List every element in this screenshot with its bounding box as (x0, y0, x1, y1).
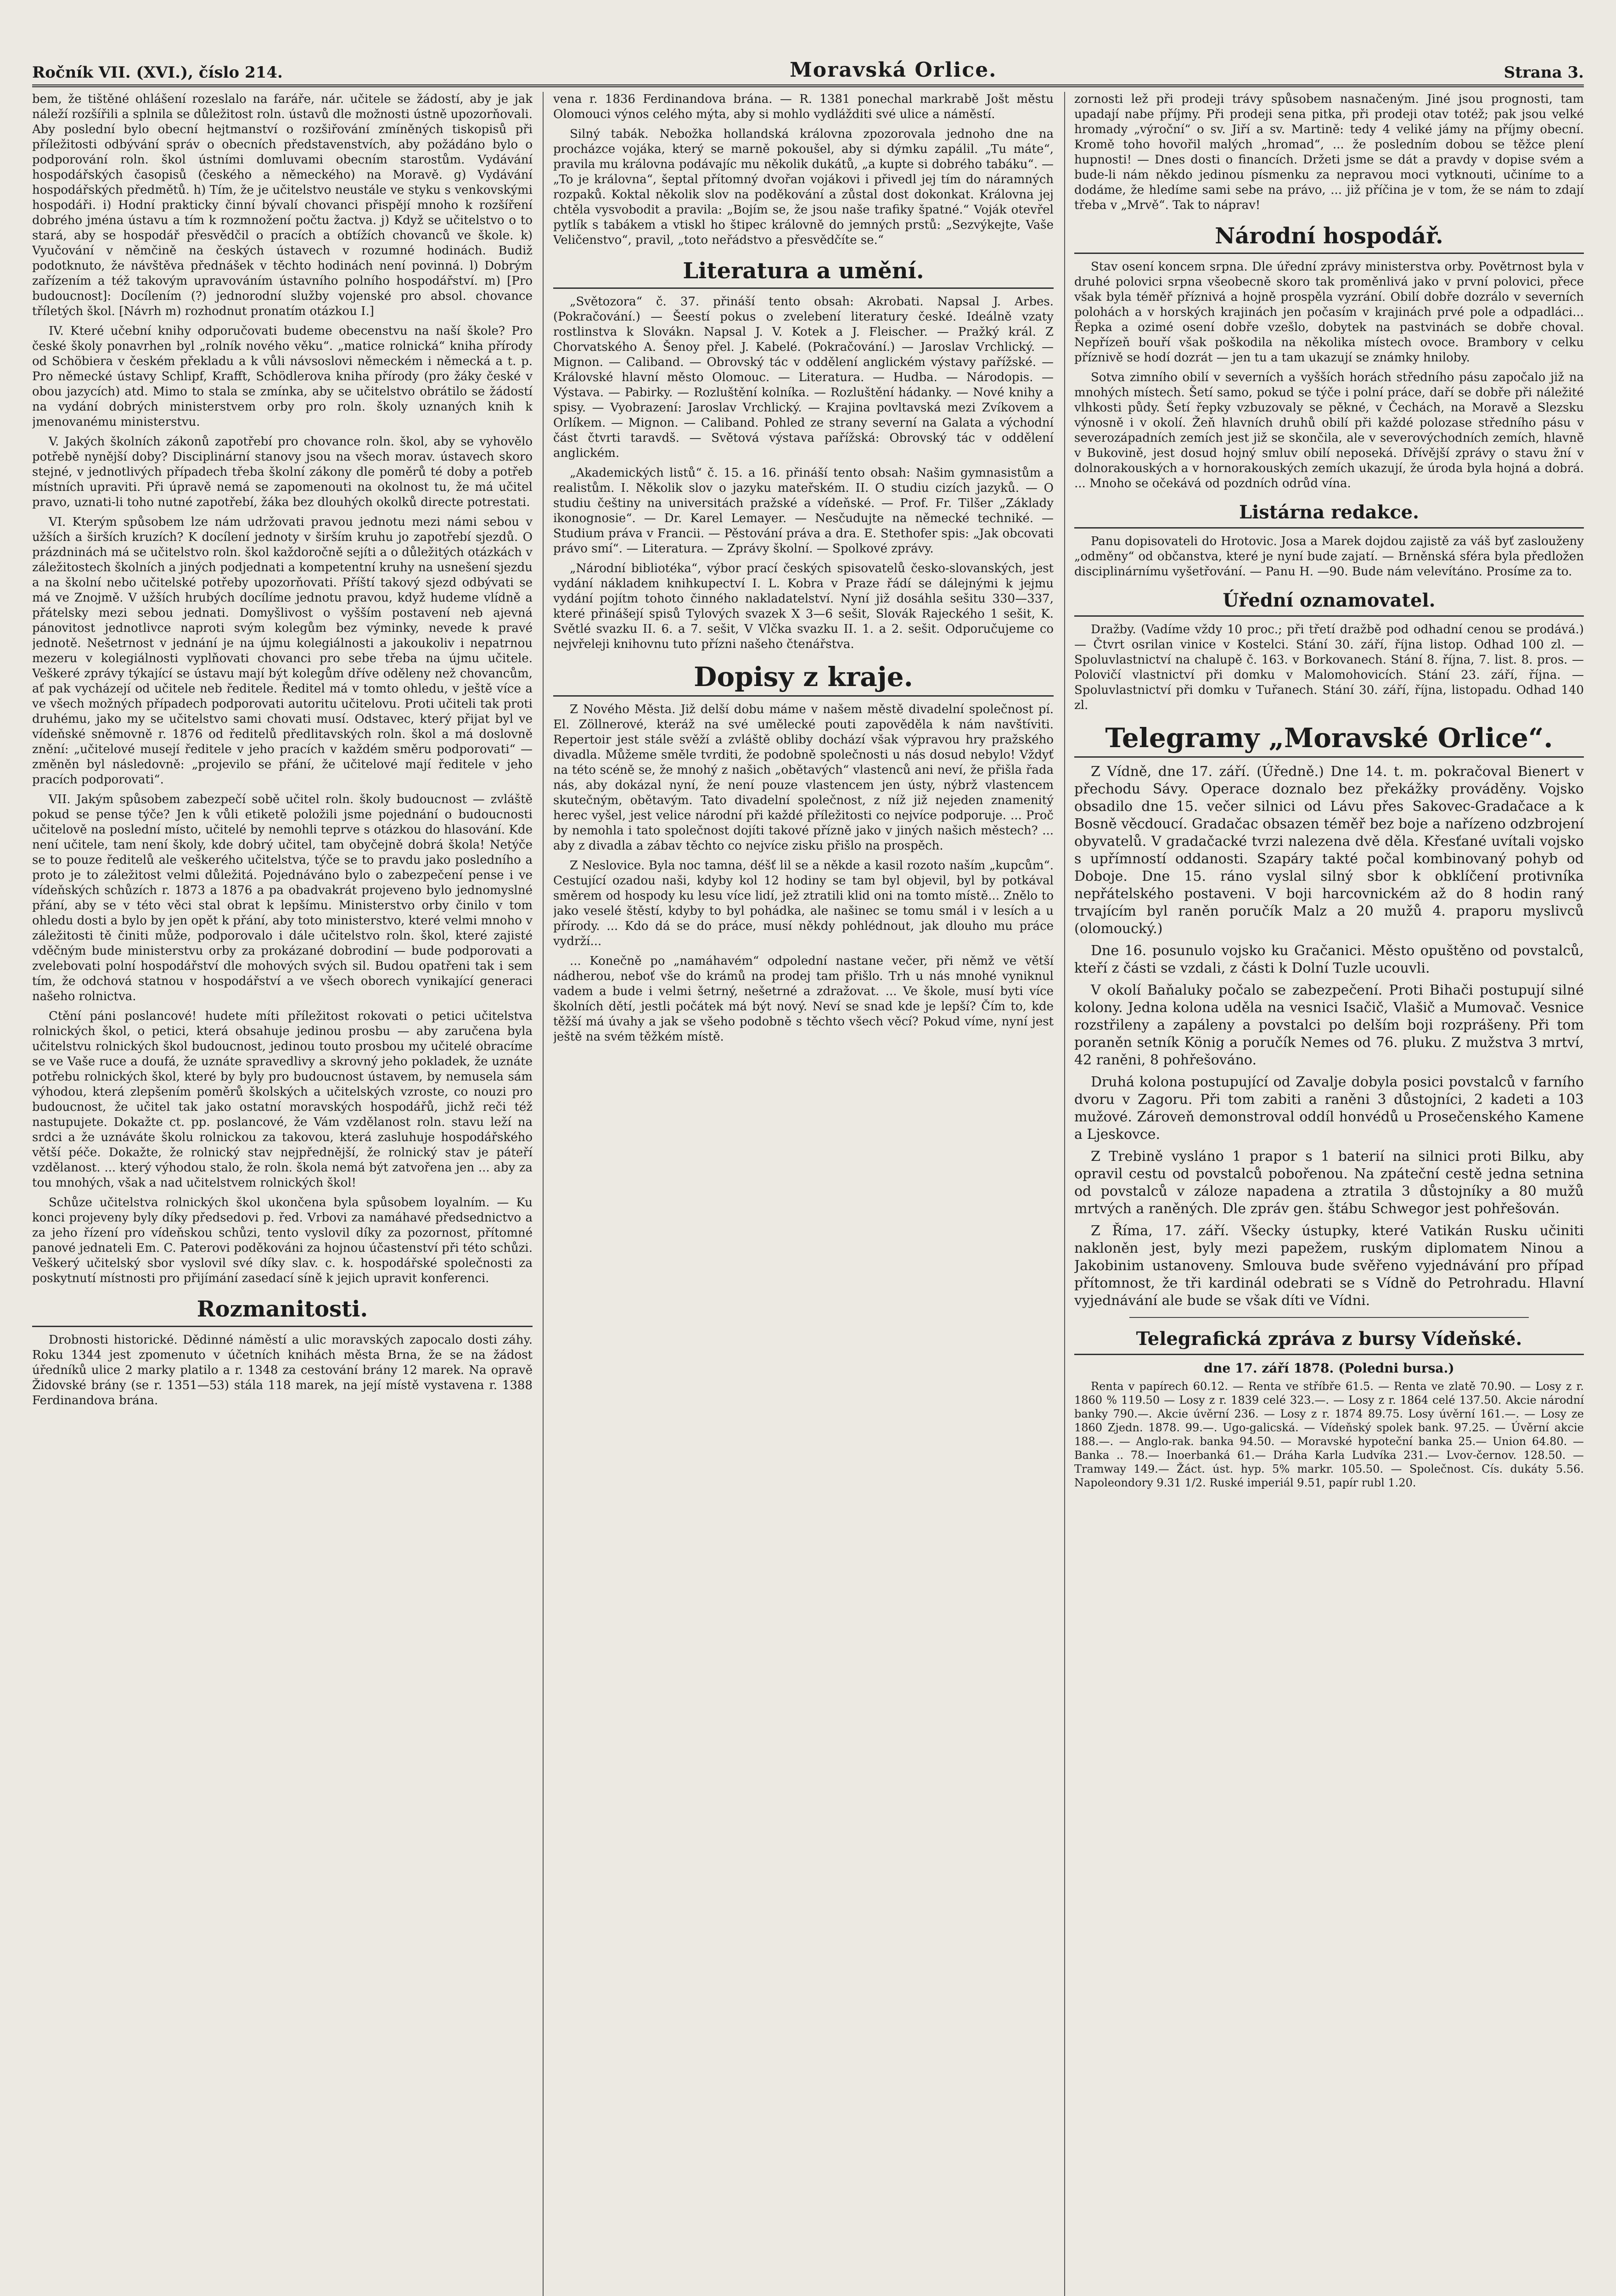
telegram-paragraph: Z Říma, 17. září. Všecky ústupky, které Vatikán Rusku učiniti nakloněn jest, byly mezi papežem, ruským diplomatem Ninou a Jakobinim ustanoveny. Smlouva bude svěřeno vyjednávání pro případ přítomnost, že tři kardinál odebrati se s Vídně do Petrohradu. Hlavní vyjednávání ale bude se však díti ve Vídni. (1074, 1223, 1584, 1309)
market-report: Renta v papírech 60.12. — Renta ve stříbře 61.5. — Renta ve zlatě 70.90. — Losy z r. 1860 % 119.50 — Losy z r. 1839 celé 323.—. — Losy z r. 1864 celé 137.50. Akcie národní banky 790.—. Akcie úvěrní 236. — Losy z r. 1874 89.75. Losy úvěrní 161.—. — Losy ze 1860 Zjedn. 1878. 99.—. Ugo-galicská. — Vídeňský spolek bank. 97.25. — Úvěrní akcie 188.—. — Anglo-rak. banka 94.50. — Moravské hypoteční banka 25.— Union 64.80. — Banka .. 78.— Inoerbanká 61.— Dráha Karla Ludvíka 231.— Lvov-černov. 128.50. — Tramway 149.— Žáct. úst. hyp. 5% markr. 105.50. — Společnost. Cís. dukáty 5.56. Napoleondory 9.31 1/2. Ruské imperiál 9.51, papír rubl 1.20. (1074, 1380, 1584, 1489)
article-paragraph: VI. Kterým spůsobem lze nám udržovati pravou jednotu mezi námi sebou v užších a širších kruzích? K docílení jednoty v širším kruhu jo zapotřebí sjezdů. O prázdninách má se učitelstvo roln. škol každoročně sejíti a o důležitých otázkách v záležitostech školních a jiných podjednati a kompetentní kruhy na usnešení sjezdu a na školní nebo učitelské potřeby upozorňovati. Příští takový sjezd odbývati se má ve Znojmě. V užších hrubých docílíme jednotu pravou, když hudeme vlídně a přátelsky mezi sebou jednati. Domyšlivost o vyšším postavení neb ajevná pánovitost jednotlivce naproti svým kolegům bez výminky, nevede k pravé jednotě. Nešetrnost v jednání je na újmu kolegiálnosti a jakoukoliv i nepatrnou mezeru v kolegiálnosti vyplňovati chovanci pro sebe třeba na újmu učitele. Veškeré zprávy týkající se ústavu mají být kolegům dříve oděleny než chovancům, ať pak vycházejí od učitele neb ředitele. Ředitel má v tomto ohledu, v ještě více a ve všech možných případech podporovati autoritu učitelovu. Proti učiteli tak proti druhému, jako my se učitelstvo sami chovati musí. Odstavec, který přijat byl ve vídeňské sněmovně r. 1876 od ředitelů předlitavských roln. škol a má doslovně znění: „učitelové musejí ředitele v jeho pracích v každém směru podporovati“ — změněn byl následovně: „projevilo se přání, že učitelové mají ředitele v jeho pracích podporovati“. (32, 515, 533, 787)
article-paragraph: zornosti lež při prodeji trávy spůsobem nasnačeným. Jiné jsou prognosti, tam upadají nabe příjmy. Při prodeji sena pitka, při prodeji otav totéž; pak jsou velké hromady „výroční“ o sv. Jiří a sv. Martině: tedy 4 veliké jámy na příjmy obecní. Kromě toho hovořil malých „hromad“, ... že posledním dobou se těžce plení hupnosti! — Dnes dosti o financích. Držeti jsme se dát a pravdy v dopise svém a bude-li nám někdo jedinou písmenku za nepravou moci vytknouti, učiníme to a dodáme, že hledíme sami sebe na právo, ... již příčina je v tom, že se nám to zdají třeba v „Mrvě“. Tak to náprav! (1074, 92, 1584, 212)
article-paragraph: ... Konečně po „namáhavém“ odpolední nastane večer, při němž ve větší nádherou, neboť vše do krámů na prodej tam přišlo. Trh u nás mnohé vyniknul vadem a bude i velmi šetrný, nešetrné a zdražovat. ... Ve škole, musí byti více školních dětí, jestli počátek má být nový. Neví se snad kde je lepší? Čím to, kde těžší má úvahy a jak se všeho podobně s těchto všech věcí? Pokud víme, nyní jest ještě na svém těžkém místě. (553, 954, 1054, 1044)
paper-title: Moravská Orlice. (790, 58, 997, 82)
article-paragraph: VII. Jakým spůsobem zabezpečí sobě učitel roln. školy budoucnost — zvláště pokud se pense týče? Jen k vůli etiketě položili jsme pojednání o budoucnosti učitelově na poslední místo, učitelé by nemohli teprve s otázkou do hlasování. Kde není učitele, tam není školy, kde dobrý učitel, tam obyčejně dobrá škola! Netýče se to pouze ředitelů ale veškerého učitelstva, týče se to pravdu jako posledního a proto je to záležitost velmi důležitá. Pojednáváno bylo o zabezpečení pense i ve vídeňských schůzích r. 1873 a 1876 a pa obadvakrát projeveno bylo jednomyslné přání, aby se v této věci stal obrat k lepšímu. Ministerstvo orby činilo v tom ohledu dosti a bylo by jen opět k přání, aby toto ministerstvo, které velmi mnoho v záležitosti tě činiti může, podporovalo i dále učitelstvo roln. škol, které zajisté vděčným bude ministerstvu orby za prokázané dobrodiní — bude podporovati a zvelebovati polní hospodářství dle mohových svých sil. Budou opatřeni tak i sem tím, že odchová statnou v hospodářství a ve všech oborech vynikající generaci našeho rolnictva. (32, 793, 533, 1003)
column-rule-1 (543, 92, 544, 2296)
article-paragraph: Ctění páni poslancové! hudete míti příležitost rokovati o petici učitelstva rolnických škol, o petici, která obsahuje jedinou prosbu — aby zaručena byla učitelstvu rolnických škol budoucnost, jedinou touto prosbou my učitelé obracíme se ve Vaše ruce a doufá, že uznáte spravedlivy a skrovný jeho pokladek, že uznáte potřebu rolnických škol, které by byly pro budoucnost ústavem, by nemusela sám výhodou, která zlepšením poměrů školských a učitelských vzroste, co nouzi pro budoucnost, že učitel tak jako ostatní moravských hospodářů, jichž reči též nastupujete. Dokažte ct. pp. poslancové, že Vám vzdělanost roln. stavu leží na srdci a že uznáváte školu rolnickou za takovou, která zasluhuje hospodářského větší péče. Dokažte, že rolnický stav nejpřednější, že rolnický stav je páteří vzdělanost. ... který výhodou stalo, že roln. škola nemá být zatvořena jen ... aby za tou mnohých, však a nad učitelstvem rolnických škol! (32, 1009, 533, 1190)
article-paragraph: Stav osení koncem srpna. Dle úřední zprávy ministerstva orby. Povětrnost byla v druhé polovici srpna všeobecně skoro tak proměnlivá jako v první polovici, přece však byla téměř příznivá a hojně prospěla vyzrání. Obilí dobře dozrálo v severních polohách a v horských krajinách jen počasím v krajinách prvé pole a odpadláci... Řepka a ozimé osení dobře vzešlo, dobytek na pastvinách se dobře choval. Nepřízeň bouří však poškodila na několika místech ovoce. Brambory v celku příznivě se hodí dozrát — jen tu a tam ukazují se známky hniloby. (1074, 260, 1584, 365)
telegram-paragraph: Z Trebině vysláno 1 prapor s 1 baterií na silnici proti Bilku, aby opravil cestu od povstalců pobořenou. Na zpáteční cestě jedna setnina od povstalců v záloze napadena a ztratila 3 důstojníky a 80 mužů mrtvých a raněných. Dle zpráv gen. štábu Schwegor jest pohřešován. (1074, 1148, 1584, 1217)
section-heading-dopisy: Dopisy z kraje. (553, 662, 1054, 697)
column-1 (32, 92, 533, 2296)
article-paragraph: „Světozora“ č. 37. přináší tento obsah: Akrobati. Napsal J. Arbes. (Pokračování.) — Šeestí pokus o zvelebení literatury české. Ideálně vzaty rostlinstva k Slovákn. Napsal J. V. Kotek a J. Fleischer. — Pražký král. Z Chorvatského A. Šenoy přel. J. Kabelé. (Pokračování.) — Jaroslav Vrchlický. — Mignon. — Caliband. — Obrovský tác v oddělení anglickém výstavy pařížské. — Královské hlavní město Olomouc. — Literatura. — Hudba. — Národopis. — Výstava. — Pabirky. — Rozluštění kolníka. — Rozluštění hádanky. — Nové knihy a spisy. — Vyobrazení: Jaroslav Vrchlický. — Krajina povltavská mezi Zvíkovem a Orlíkem. — Mignon. — Caliband. Pohled ze strany severní na Galata a východní část čtvrti taravdš. — Světová výstava pařížská: Obrovský tác v oddělení anglickém. (553, 295, 1054, 460)
section-heading-narodni-hospodar: Národní hospodář. (1074, 223, 1584, 254)
section-heading-rozmanitosti: Rozmanitosti. (32, 1296, 533, 1327)
issue-number: Ročník VII. (XVI.), číslo 214. (32, 63, 283, 82)
column-rule-2 (1064, 92, 1065, 2296)
section-heading-literatura: Literatura a umění. (553, 258, 1054, 289)
article-paragraph: „Akademických listů“ č. 15. a 16. přináší tento obsah: Našim gymnasistům a realistům. I. Několik slov o jazyku mateřském. II. O studiu cizích jazyků. — O studiu češtiny na universitách pražské a vídeňské. — Prof. Fr. Tilšer „Základy ikonognosie“. — Dr. Karel Lemayer. — Nesčudujte na německé techniké. — Studium práva v Francii. — Pěstování práva a dra. E. Stethofer spis: „Jak obcovati právo smí“. — Literatura. — Zprávy školní. — Spolkové zprávy. (553, 466, 1054, 556)
telegram-paragraph: Druhá kolona postupující od Zavalje dobyla posici povstalců v farního dvoru v Zagoru. Při tom zabiti a raněni 3 důstojníci, 2 kadeti a 103 mužové. Zároveň demonstroval oddíl honvédů u Prosečenského Kamene a Ljeskovce. (1074, 1074, 1584, 1142)
telegram-paragraph: V okolí Baňaluky počalo se zabezpečení. Proti Bihači postupují silné kolony. Jedna kolona uděla na vesnici Isačič, Vlašič a Mumovač. Vesnice rozstřileny a zapáleny a povstalci po delším boji rozprášeny. Při tom poraněn setník König a poručík Nemes od 76. pluku. Z mužstva 3 mrtví, 42 raněni, 8 pohřešováno. (1074, 982, 1584, 1068)
article-paragraph: IV. Které učební knihy odporučovati budeme obecenstvu na naší škole? Pro české školy ponavrhen byl „rolník nového věku“. „matice rolnická“ kniha přírody od Schöbiera v českém překladu a k vůli návsoslovi německém i německá a t. p. Pro německé ústavy Schlipf, Krafft, Schödlerova kniha přírody (pro žáky české v obou jazycích) atd. Mimo to stala se zmínka, aby se učitelstvo obrátilo se žádostí na vydání dobrých ministerstvem orby pro roln. školy uznaných knih k jmenovanému ministerstvu. (32, 324, 533, 429)
article-paragraph: Drobnosti historické. Dědinné náměstí a ulic moravských zapocalo dosti záhy. Roku 1344 jest zpomenuto v účetních knihách města Brna, že se na žádost úředníků ulice 2 marky platilo a r. 1348 za cestování brány 12 marek. Na opravě Židovské brány (se r. 1351—53) stála 118 marek, na její místě vystavena r. 1388 Ferdinandova brána. (32, 1333, 533, 1407)
section-heading-telegramy: Telegramy „Moravské Orlice“. (1074, 723, 1584, 758)
article-paragraph: Schůze učitelstva rolnických škol ukončena byla spůsobem loyalním. — Ku konci projeveny byly díky předsedovi p. řed. Vrbovi za namáhavé předsednictvo a za jeho řízení pro vídeňskou schůzi, tento vyslovil díky za pozornost, přítomné panové jednateli Em. C. Paterovi poděkováni za hojnou účastenství při této schůzi. Veškerý učitelský sbor vyslovil své díky slav. c. k. hospodářské společnosti za poskytnutí místnosti pro přijímání zasedací síně k jejich upravit konferenci. (32, 1196, 533, 1285)
column-3 (1074, 92, 1584, 2296)
article-paragraph: vena r. 1836 Ferdinandova brána. — R. 1381 ponechal markrabě Jošt městu Olomouci výnos celého mýta, aby si mohlo vydlážditi své ulice a náměstí. (553, 92, 1054, 121)
article-paragraph: „Národní bibliotéka“, výbor prací českých spisovatelů česko-slovanských, jest vydání nákladem knihkupectví I. L. Kobra v Praze řádí se dálejnými k jejmu vydání pojítm tohoto činného nakladatelství. Nyní již dosáhla sešitu 330—337, které přinášejí spisů Tylových svazek X 3—6 sešit, Slovák Rajeckého 1 sešit, K. Světlé svazku II. 6. a 7. sešit, V Vlčka svazku II. 1. a 2. sešit. Odporučujeme co nejvřeleji knihovnu tuto přízni našeho čtenářstva. (553, 562, 1054, 651)
page-number: Strana 3. (1504, 63, 1584, 82)
section-heading-listarna: Listárna redakce. (1074, 501, 1584, 529)
article-paragraph: Panu dopisovateli do Hrotovic. Josa a Marek dojdou zajistě za váš byť zaslouženy „odměny“ od občanstva, které je nyní bude zajatí. — Brněnská sféra byla předložen disciplinárnímu vyšetřování. — Panu H. —90. Bude nám velevítáno. Prosíme za to. (1074, 535, 1584, 579)
section-heading-bursa: Telegrafická zpráva z bursy Vídeňské. (1074, 1328, 1584, 1355)
article-paragraph: Sotva zimního obilí v severních a vyšších horách středního pásu započalo již na mnohých místech. Šetí samo, pokud se týče i polní práce, daří se dobře při náležité vlhkosti půdy. Šetí řepky vzbuzovaly se pěkné, v Čechách, na Moravě a Slezsku výnosně i v okolí. Žeň hlavních druhů obilí při každé polozase středního pásu v severozápadních zemích jest již se skončila, ale v severovýchodních zemích, hlavně v Bukovině, jest dosud hojný smluv obilí neposeká. Dřívější zprávy o stavu žní v dolnorakouských a v hornorakouských zemích ukazují, že úroda byla hojná a dobrá. ... Mnoho se očekává od pozdních odrůd vína. (1074, 371, 1584, 490)
bursa-date: dne 17. září 1878. (Poledni bursa.) (1204, 1361, 1454, 1376)
article-paragraph: bem, že tištěné ohlášení rozeslalo na faráře, nár. učitele se žádostí, aby je jak náleží rozšířili a splnila se důležitost roln. ústavů dle možnosti ústně upozorňovali. Aby poslední bylo obecní hejtmanství o rozšiřování zmíněných tiskopisů při příležitosti odbývání správ o obecních představenstvích, aby požádáno bylo o podporování roln. škol ústními domluvami obecním starostům. Vydávání hospodářských časopisů (českého a německého) na Moravě. g) Vydávání hospodářských předmětů. h) Tím, že je učitelstvo neustále ve styku s venkovskými hospodáři. i) Hodní prakticky činní bývalí chovanci přispějí mnoho k rozšíření dobrého jména ústavu a tím k rozmnožení počtu žactva. j) Když se učitelstvo o to stará, aby se hospodář přesvědčil o pracích a obtížích chovanců ve škole. k) Vyučování v němčině na českých ústavech v rozumné hodinách. Budiž podotknuto, že návštěva přednášek v těchto hodinách není povinná. l) Dobrým zařízením a též takovým upravováním ústavního polního hospodářství. m) [Pro budoucnost]: Docílením (?) jednorodní služby vojenské pro absol. chovance tříletých škol. [Návrh m) rozhodnut pronatím otázkou I.] (32, 92, 533, 318)
separator-rule (1129, 1317, 1529, 1318)
article-paragraph: Silný tabák. Nebožka hollandská královna zpozorovala jednoho dne na procházce vojáka, který se marně pokoušel, aby si dýmku zapálil. „Tu máte“, pravila mu královna podávajíc mu několik dukátů, „a kupte si dobrého tabáku“. — „To je královna“, šeptal přítomný dvořan vojákovi i přivedl jej tím do náramných rozpaků. Koktal několik slov na poděkování a zůstal dost dokonkat. Královna jej chtěla vysvobodit a pravila: „Bojím se, že jsou naše trafiky špatné.“ Voják otevřel pytlík s tabákem a vtiskl ho štipec královně do jemných prstů: „Sezvýkejte, Vaše Veličenstvo“, pravil, „toto neřádstvo a přesvědčíte se.“ (553, 127, 1054, 247)
article-paragraph: Z Neslovice. Byla noc tamna, déšť lil se a někde a kasil rozoto naším „kupcům“. Cestující ozadou naši, kdyby kol 12 hodiny se tam byl objevil, byl by potkával směrem od hospody ku lesu více lidí, jež ztratili klid oni na tomto místě... Znělo to jako veselé štěstí, kdyby to byl pohádka, ale našinec se tomu smál i v lesích a u přírody. ... Kdo dá se do práce, musí někdy pohlédnout, jak dlouho mu práce vydrží... (553, 859, 1054, 948)
telegram-paragraph: Z Vídně, dne 17. září. (Úředně.) Dne 14. t. m. pokračoval Bienert v přechodu Sávy. Operace doznalo bez překážky prováděny. Vojsko obsadilo dne 15. večer silnici od Lávu přes Sakovec-Gradačace a k Bosně věcdoucí. Gradačac obsazen téměř bez boje a nařízeno odzbrojení obyvatelů. V gradačacké tvrzi nalezena dvě děla. Křesťané uvítali vojsko s upřímností oddanosti. Szapáry takté počal kombinovaný pohyb od Doboje. Dne 15. ráno vyslal silný sbor k obklíčení protivníka nepřátelského postaveni. V boji harcovnickém až do 8 hodin raný trvajícím byl raněn poručík Malz a 20 mužů 4. praporu myslivců (olomoucký.) (1074, 764, 1584, 937)
article-paragraph: Dražby. (Vadíme vždy 10 proc.; při třetí dražbě pod odhadní cenou se prodává.) — Čtvrt osrilan vinice v Kostelci. Stání 30. září, října listop. Odhad 100 zl. — Spoluvlastnictví na chalupě č. 163. v Borkovanech. Stání 8. října, 7. list. 8. pros. — Polovičí vlastnictví při domku v Malomohovicích. Stání 23. září, října. — Spoluvlastnictví při domku v Tuřanech. Stání 30. září, října, listopadu. Odhad 140 zl. (1074, 623, 1584, 712)
masthead (32, 54, 1584, 87)
telegram-paragraph: Dne 16. posunulo vojsko ku Gračanici. Město opuštěno od povstalců, kteří z části se vzdali, z části k Dolní Tuzle ucouvli. (1074, 943, 1584, 976)
article-paragraph: V. Jakých školních zákonů zapotřebí pro chovance roln. škol, aby se vyhovělo potřebě nynější doby? Disciplinární stanovy jsou na všech morav. ústavech skoro stejné, v jednotlivých případech třeba školní zákony dle poměrů té doby a potřeb místních upraviti. Při úpravě nemá se zapomenouti na okolnost tu, že má učitel pravo, uznati-li toho nutné zapotřebí, žáka bez dlouhých okolků directe potrestati. (32, 435, 533, 509)
section-heading-uredni: Úřední oznamovatel. (1074, 590, 1584, 617)
article-paragraph: Z Nového Města. Již delší dobu máme v našem městě divadelní společnost pí. El. Zöllnerové, kteráž na své umělecké pouti zapověděla k nám navštíviti. Repertoir jest stále svěží a zvláště obliby dochází však výpravou hry pražského divadla. Můžeme směle tvrditi, že podobně společnosti u nás dosud nebylo! Vždyť na této scéně se, že mnohý z našich „obětavých“ vlastenců ani neví, že přišla řada nás, aby dokázal nyní, že není pouze vlastencem jen ústy, nýbrž vlastencem skutečným, obětavým. Tato divadelní společnost, z níž již nejeden znamenitý herec vyšel, jest velice národní při každé příležitosti co nejvíce podporuje. ... Proč by nemohla i tato společnost dojíti takové přízně jako v jiných našich městech? ... aby z divadla a zábav těchto co nejvíce zisku přišlo na prospěch. (553, 703, 1054, 853)
column-2 (553, 92, 1054, 2296)
